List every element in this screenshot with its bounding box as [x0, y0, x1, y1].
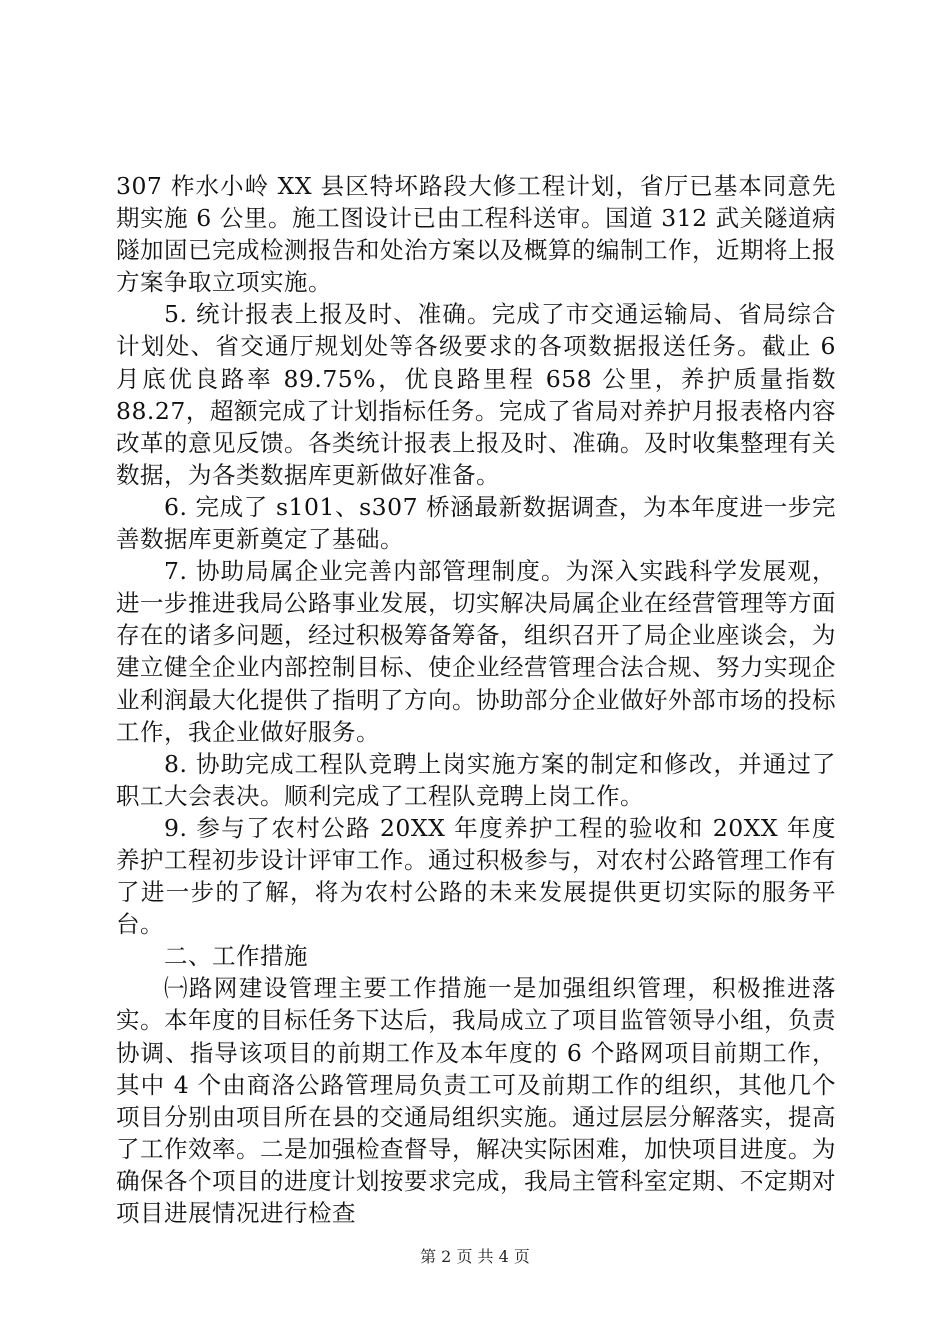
paragraph-continued-project-plan: 307 柞水小岭 XX 县区特坏路段大修工程计划，省厅已基本同意先期实施 6 公里。施工图设计已由工程科送审。国道 312 武关隧道病隧加固已完成检测报告和处治方案以及概算的编制工作，近期将上报方案争取立项实施。 [116, 172, 836, 297]
paragraph-item-7-enterprise-management: 7. 协助局属企业完善内部管理制度。为深入实践科学发展观，进一步推进我局公路事业发展，切实解决局属企业在经营管理等方面存在的诸多问题，经过积极筹备筹备，组织召开了局企业座谈会，为建立健全企业内部控制目标、使企业经营管理合法合规、努力实现企业利润最大化提供了指明了方向。协助部分企业做好外部市场的投标工作，我企业做好服务。 [116, 557, 836, 746]
paragraph-item-5-statistics: 5. 统计报表上报及时、准确。完成了市交通运输局、省局综合计划处、省交通厅规划处等各级要求的各项数据报送任务。截止 6 月底优良路率 89.75%，优良路里程 658 公里，养护质量指数 88.27，超额完成了计划指标任务。完成了省局对养护月报表格内容改革的意见反馈。各类统计报表上报及时、准确。及时收集整理有关数据，为各类数据库更新做好准备。 [116, 300, 836, 489]
section-heading-work-measures: 二、工作措施 [164, 942, 308, 971]
paragraph-item-8-recruitment: 8. 协助完成工程队竞聘上岗实施方案的制定和修改，并通过了职工大会表决。顺利完成了工程队竞聘上岗工作。 [116, 749, 836, 810]
paragraph-network-construction-measures: ㈠路网建设管理主要工作措施一是加强组织管理，积极推进落实。本年度的目标任务下达后，我局成立了项目监管领导小组，负责协调、指导该项目的前期工作及本年度的 6 个路网项目前期工作，其中 4 个由商洛公路管理局负责工可及前期工作的组织，其他几个项目分别由项目所在县的交通局组织实施。通过层层分解落实，提高了工作效率。二是加强检查督导，解决实际困难，加快项目进度。为确保各个项目的进度计划按要求完成，我局主管科室定期、不定期对项目进展情况进行检查 [116, 974, 836, 1227]
paragraph-item-9-rural-roads: 9. 参与了农村公路 20XX 年度养护工程的验收和 20XX 年度养护工程初步设计评审工作。通过积极参与，对农村公路管理工作有了进一步的了解，将为农村公路的未来发展提供更切实际的服务平台。 [116, 813, 836, 939]
page-number-footer: 第 2 页 共 4 页 [420, 1247, 530, 1266]
document-body [116, 170, 836, 1229]
paragraph-item-6-bridge-survey: 6. 完成了 s101、s307 桥涵最新数据调查，为本年度进一步完善数据库更新奠定了基础。 [116, 492, 836, 554]
